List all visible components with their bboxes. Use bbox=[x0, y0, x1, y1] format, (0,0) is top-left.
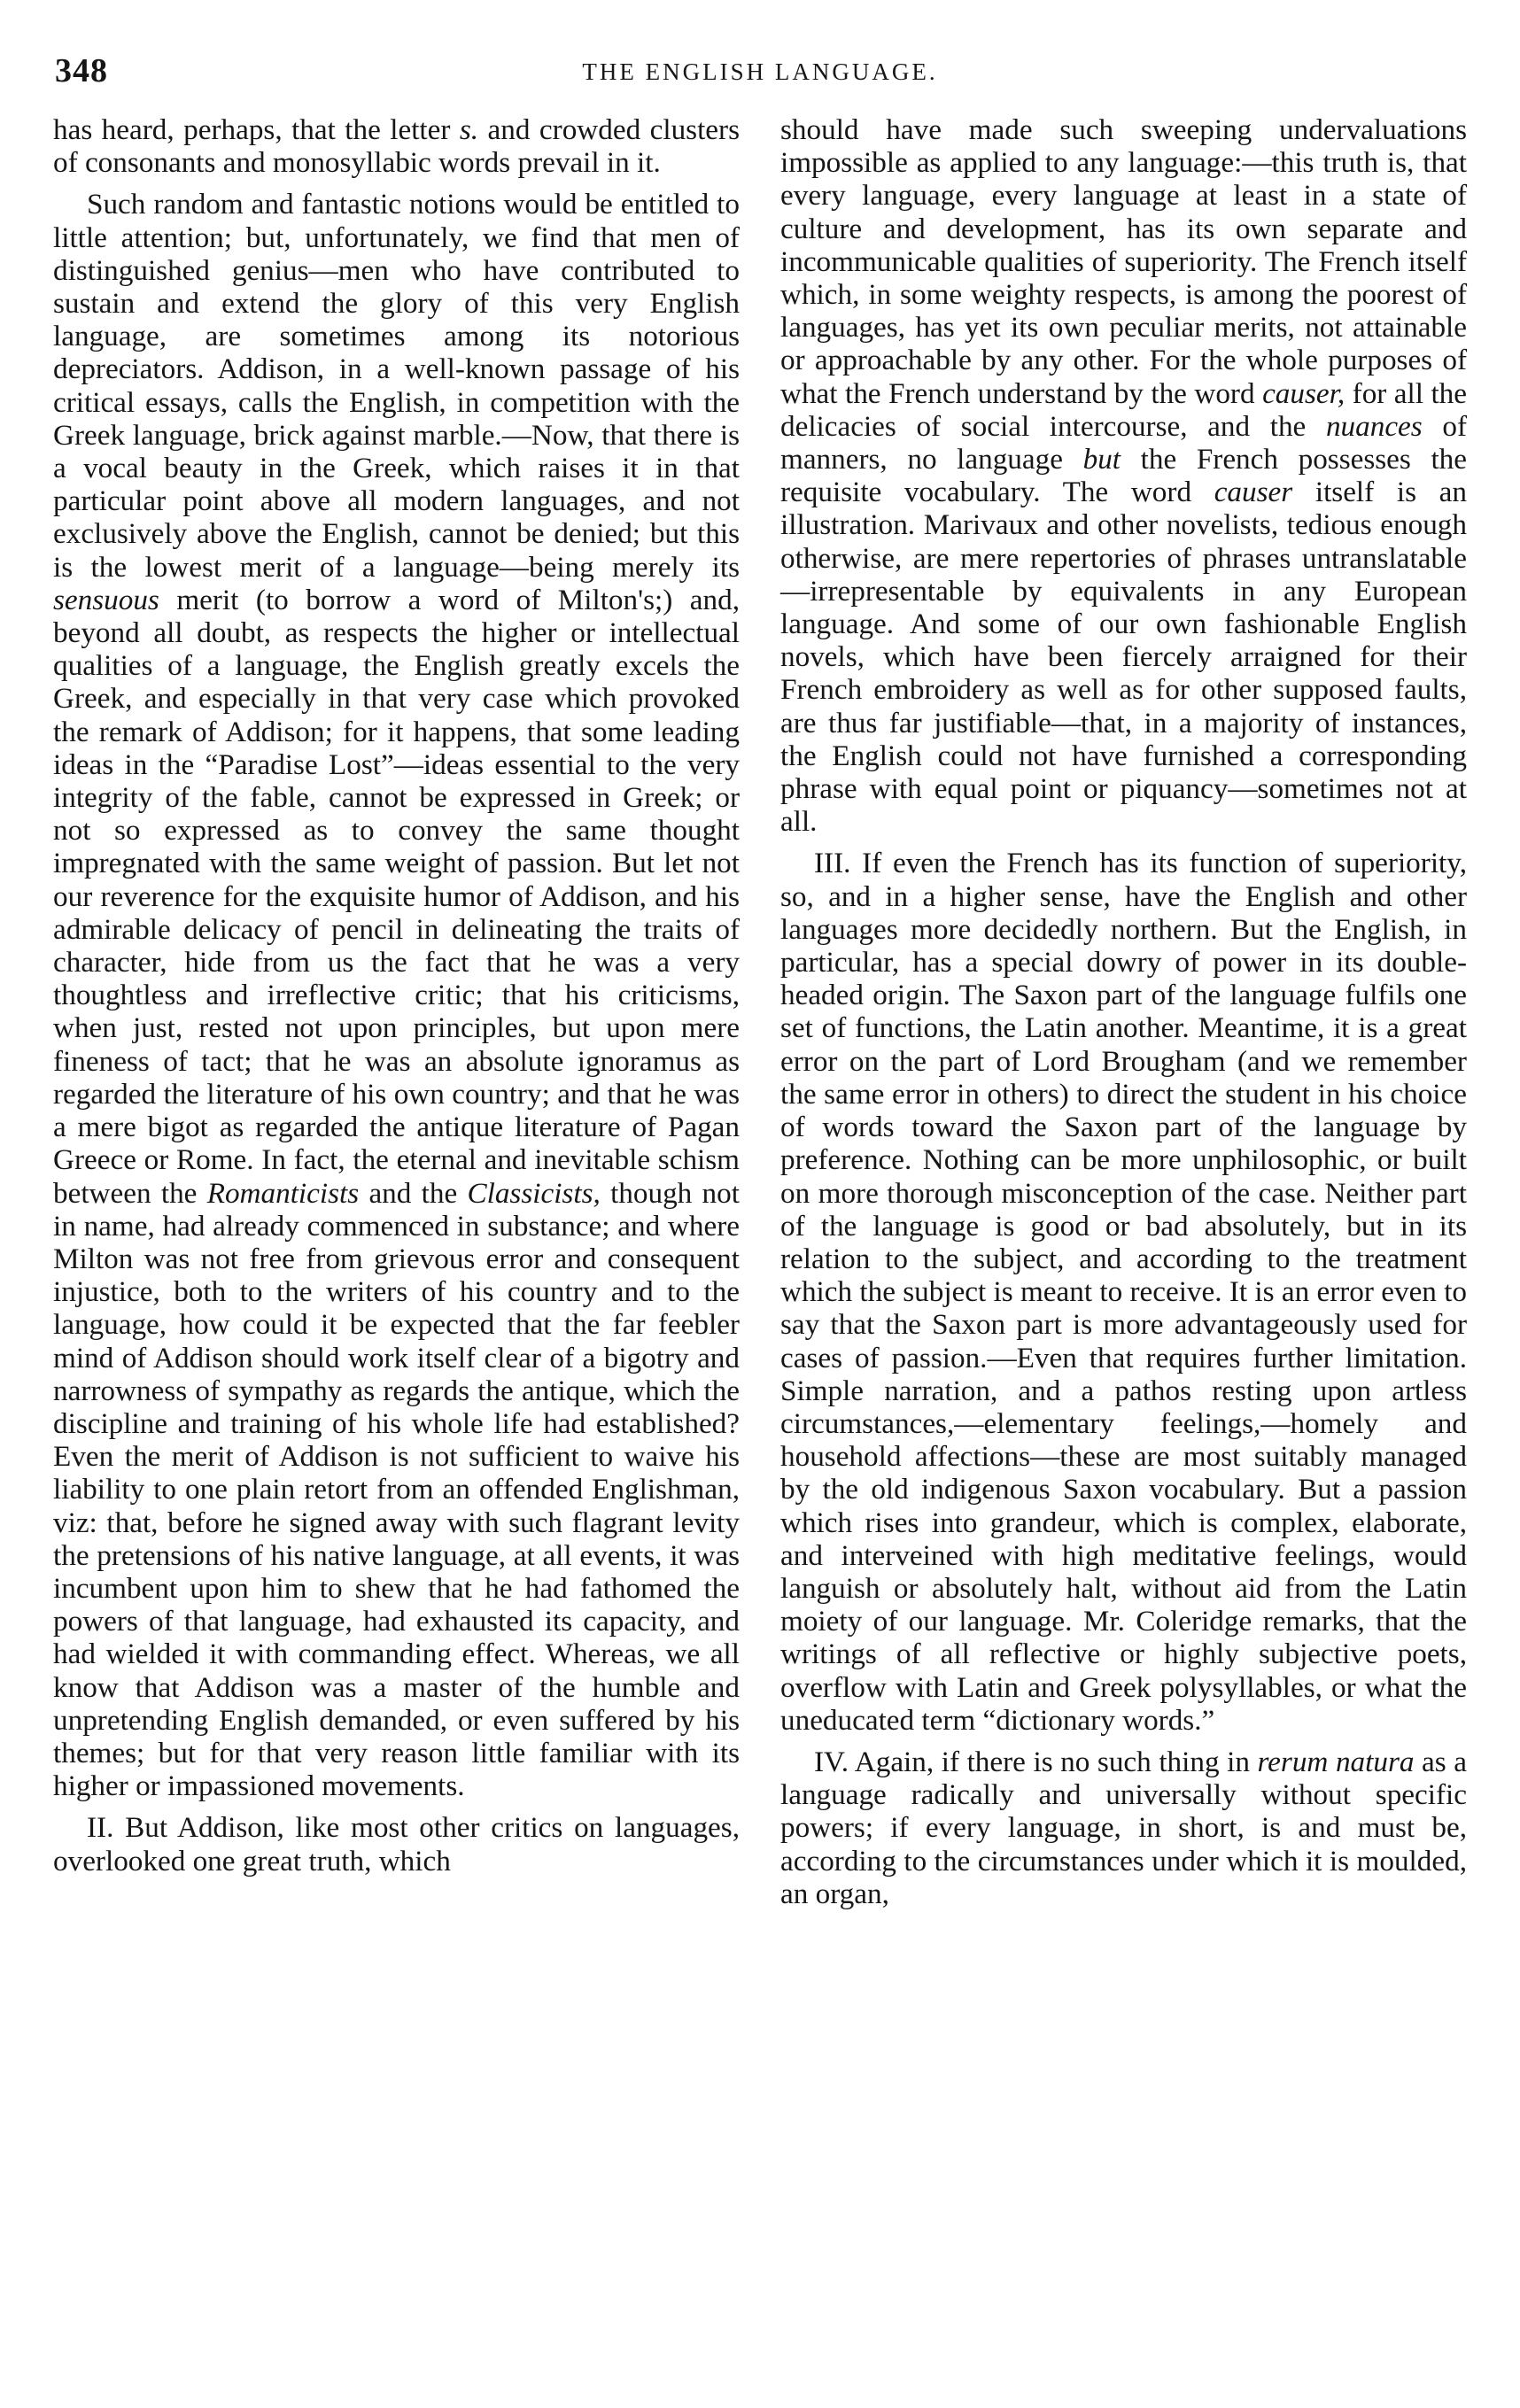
text-run: of manners, no language bbox=[780, 409, 1467, 476]
text-run: and crowded clusters of consonants and monosyllabic words prevail in it. bbox=[53, 113, 740, 180]
text-run: has heard, perhaps, that the letter bbox=[53, 113, 460, 146]
left-column bbox=[53, 113, 740, 1910]
text-run: should have made such sweeping undervaluations impossible as applied to any language:—this truth is, that every language, every language at least in a state of culture and development, has its own separate and incommunicable qualities of superiority. The French itself which, in some weighty respects, is among the poorest of languages, has yet its own peculiar merits, not attainable or approachable by any other. For the whole purposes of what the French understand by the word bbox=[780, 113, 1467, 410]
text-run: Such random and fantastic notions would be entitled to little attention; but, unfortunately, we find that men of distinguished genius—men who have contributed to sustain and extend the glory of this very English language, are sometimes among its notorious depreciators. Addison, in a well-known passage of his critical essays, calls the English, in competition with the Greek language, brick against marble.—Now, that there is a vocal beauty in the Greek, which raises it in that particular point above all modern languages, and not exclusively above the English, cannot be denied; but this is the lowest merit of a language—being merely its bbox=[53, 188, 740, 584]
paragraph bbox=[780, 1746, 1467, 1910]
running-head: THE ENGLISH LANGUAGE. bbox=[582, 58, 938, 85]
text-columns bbox=[53, 113, 1467, 1910]
text-run: merit (to borrow a word of Milton's;) and, beyond all doubt, as respects the higher or intellectual qualities of a language, the English greatly excels the Greek, and especially in that very case which provoked the remark of Addison; for it happens, that some leading ideas in the “Paradise Lost”—ideas essential to the very integrity of the fable, cannot be expressed in Greek; or not so expressed as to convey the same thought impregnated with the same weight of passion. But let not our reverence for the exquisite humor of Addison, and his admirable delicacy of pencil in delineating the traits of character, hide from us the fact that he was a very thoughtless and irreflective critic; that his criticisms, when just, rested not upon principles, but upon mere fineness of tact; that he was an absolute ignoramus as regarded the literature of his own country; and that he was a mere bigot as regarded the antique literature of Pagan Greece or Rome. In fact, the eternal and inevitable schism between the bbox=[53, 583, 740, 1210]
italic-text: s. bbox=[459, 113, 479, 146]
right-column bbox=[780, 113, 1467, 1910]
paragraph bbox=[53, 113, 740, 179]
text-run: the French possesses the requisite vocabulary. The word bbox=[780, 443, 1467, 509]
italic-text: sensuous bbox=[53, 583, 159, 616]
text-run: as a language radically and universally without specific powers; if every language, in short, is and must be, according to the circumstances under which it is moulded, an organ, bbox=[780, 1745, 1467, 1910]
page-header bbox=[53, 50, 1467, 106]
paragraph bbox=[53, 1811, 740, 1877]
text-run: for all the delicacies of social intercourse, and the bbox=[780, 376, 1467, 443]
text-run: though not in name, had already commenced in substance; and where Milton was not free from grievous error and consequent injustice, both to the writers of his country and to the language, how could it be expected that the far feebler mind of Addison should work itself clear of a bigotry and narrowness of sympathy as regards the antique, which the discipline and training of his whole life had established? Even the merit of Addison is not sufficient to waive his liability to one plain retort from an offended Englishman, viz: that, before he signed away with such flagrant levity the pretensions of his native language, at all events, it was incumbent upon him to shew that he had fathomed the powers of that language, had exhausted its capacity, and had wielded it with commanding effect. Whereas, we all know that Addison was a master of the humble and unpretending English demanded, or even suffered by his themes; but for that very reason little familiar with its higher or impassioned movements. bbox=[53, 1176, 740, 1803]
text-run: II. But Addison, like most other critics on languages, overlooked one great truth, which bbox=[53, 1811, 740, 1878]
paragraph bbox=[780, 847, 1467, 1736]
italic-text: causer bbox=[1214, 476, 1293, 509]
italic-text: causer, bbox=[1262, 376, 1346, 410]
italic-text: nuances bbox=[1325, 409, 1423, 443]
italic-text: but bbox=[1082, 443, 1121, 476]
text-run: IV. Again, if there is no such thing in bbox=[814, 1745, 1258, 1778]
text-run: III. If even the French has its function of superiority, so, and in a higher sense, have the English and other languages more decidedly northern. But the English, in particular, has a special dowry of power in its double-headed origin. The Saxon part of the language fulfils one set of functions, the Latin another. Meantime, it is a great error on the part of Lord Brougham (and we remember the same error in others) to direct the student in his choice of words toward the Saxon part of the language by preference. Nothing can be more unphilosophic, or built on more thorough misconception of the case. Neither part of the language is good or bad absolutely, but in its relation to the subject, and according to the treatment which the subject is meant to receive. It is an error even to say that the Saxon part is more advantageously used for cases of passion.—Even that requires further limitation. Simple narration, and a pathos resting upon artless circumstances,—elementary feelings,—homely and household affections—these are most suitably managed by the old indigenous Saxon vocabulary. But a passion which rises into grandeur, which is complex, elaborate, and interveined with high meditative feelings, would languish or absolutely halt, without aid from the Latin moiety of our language. Mr. Coleridge remarks, that the writings of all reflective or highly subjective poets, overflow with Latin and Greek polysyllables, or what the uneducated term “dictionary words.” bbox=[780, 847, 1468, 1737]
text-run: and the bbox=[359, 1176, 468, 1210]
italic-text: rerum natura bbox=[1257, 1745, 1415, 1778]
paragraph bbox=[780, 113, 1467, 838]
text-run: itself is an illustration. Marivaux and other novelists, tedious enough otherwise, are mere repertories of phrases untranslatable—irrepresentable by equivalents in any European language. And some of our own fashionable English novels, which have been fiercely arraigned for their French embroidery as well as for other supposed faults, are thus far justifiable—that, in a majority of instances, the English could not have furnished a corresponding phrase with equal point or piquancy—sometimes not at all. bbox=[780, 476, 1467, 839]
paragraph bbox=[53, 188, 740, 1802]
italic-text: Classicists, bbox=[467, 1176, 601, 1210]
page-number: 348 bbox=[55, 52, 108, 89]
italic-text: Romanticists bbox=[206, 1176, 360, 1210]
